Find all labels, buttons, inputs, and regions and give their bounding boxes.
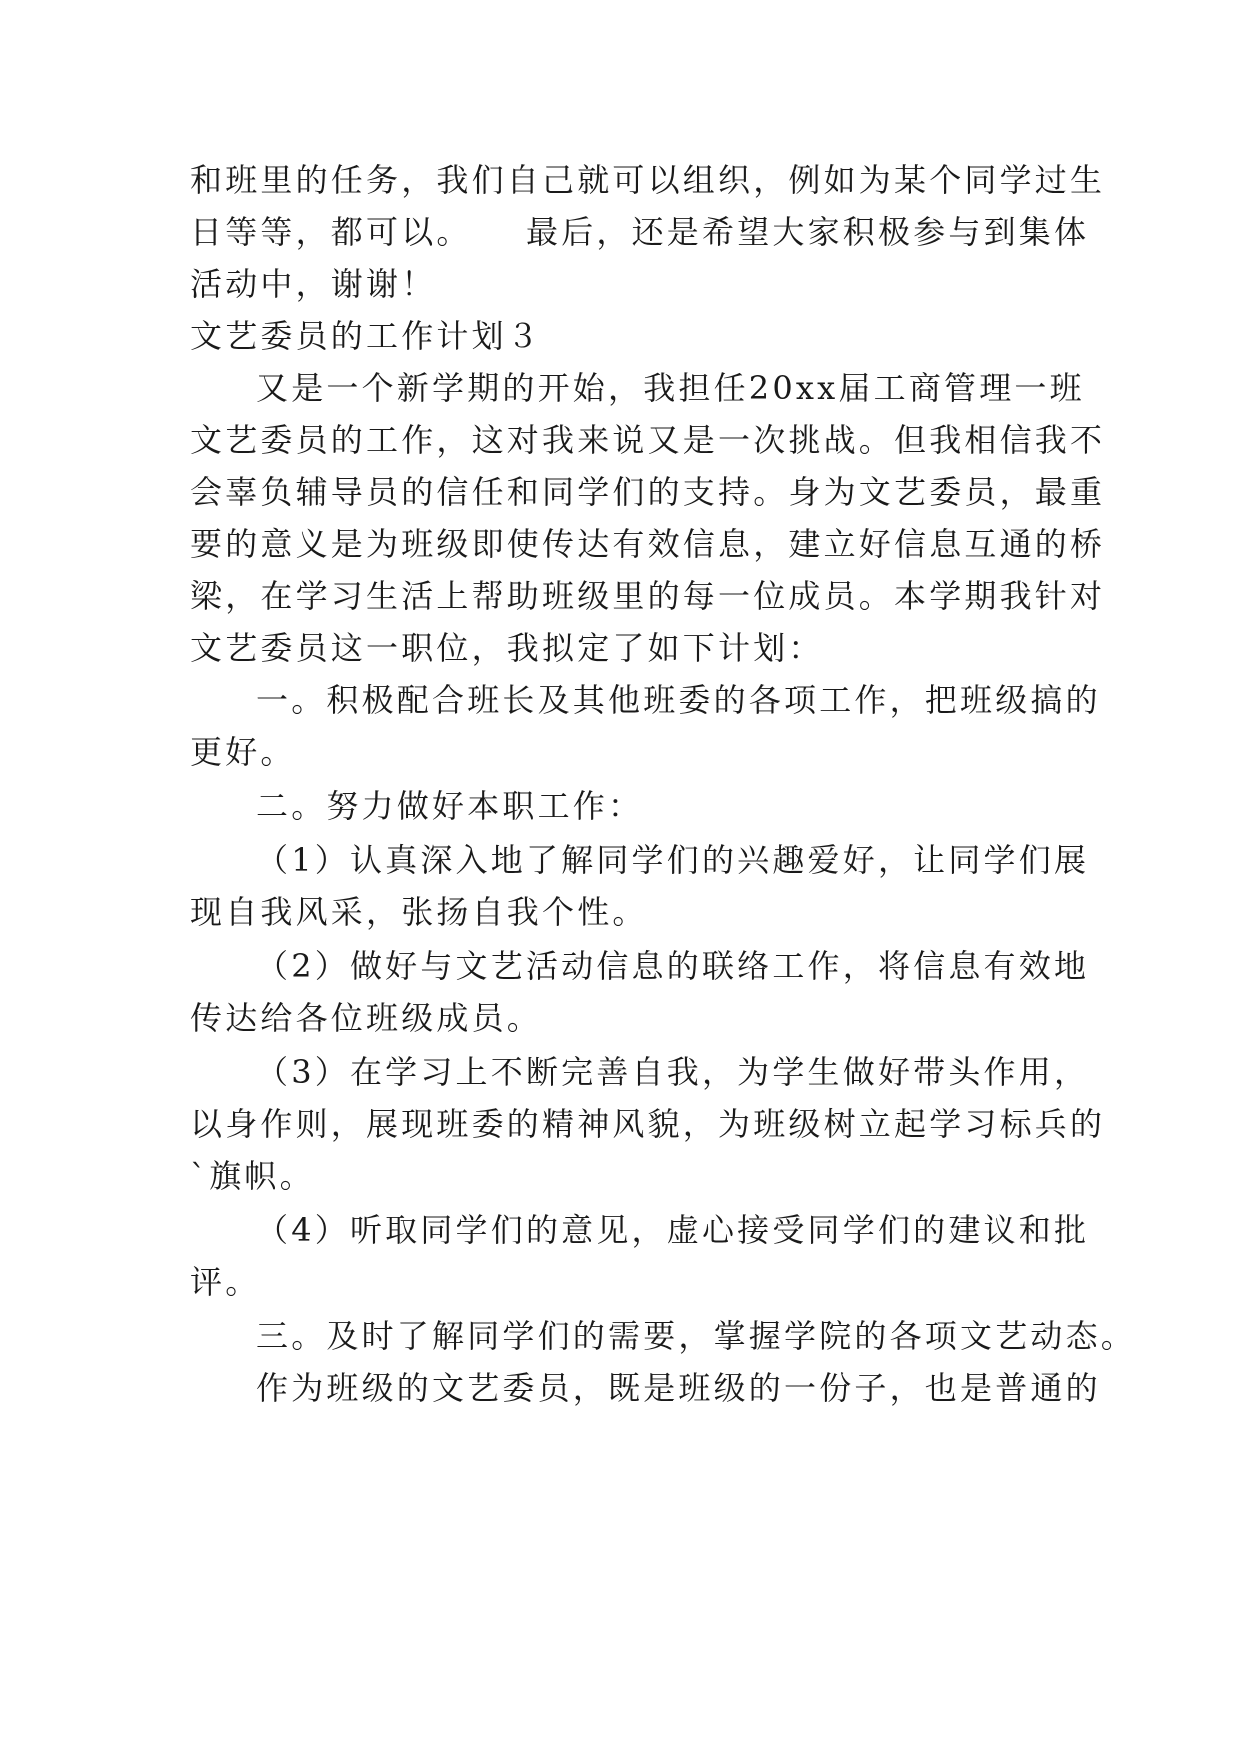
list-item-line: 一。积极配合班长及其他班委的各项工作，把班级搞的 (256, 681, 1101, 719)
paragraph-line: 文艺委员的工作，这对我来说又是一次挑战。但我相信我不 (190, 421, 1106, 459)
paragraph-line: 文艺委员这一职位，我拟定了如下计划： (190, 629, 824, 667)
paragraph-line: 会辜负辅导员的信任和同学们的支持。身为文艺委员，最重 (190, 473, 1106, 511)
list-item-line: 二。努力做好本职工作： (256, 787, 644, 825)
paragraph-line: 活动中，谢谢！ (190, 265, 437, 303)
sub-item-line: （3）在学习上不断完善自我，为学生做好带头作用， (256, 1053, 1090, 1091)
paragraph-line: 日等等，都可以。 最后，还是希望大家积极参与到集体 (190, 213, 1090, 251)
sub-item-line: `旗帜。 (190, 1157, 315, 1195)
document-page (190, 160, 1137, 1640)
paragraph-line: 梁，在学习生活上帮助班级里的每一位成员。本学期我针对 (190, 577, 1106, 615)
sub-item-line: 评。 (190, 1263, 261, 1301)
sub-item-line: 现自我风采，张扬自我个性。 (190, 893, 648, 931)
sub-item-line: （1）认真深入地了解同学们的兴趣爱好，让同学们展 (256, 841, 1090, 879)
sub-item-line: 以身作则，展现班委的精神风貌，为班级树立起学习标兵的 (190, 1105, 1106, 1143)
list-item-line: 更好。 (190, 733, 296, 771)
paragraph-line: 作为班级的文艺委员，既是班级的一份子，也是普通的 (256, 1369, 1101, 1407)
sub-item-line: 传达给各位班级成员。 (190, 999, 543, 1037)
list-item-line: 三。及时了解同学们的需要，掌握学院的各项文艺动态。 (256, 1317, 1137, 1355)
section-heading: 文艺委员的工作计划３ (190, 317, 543, 355)
paragraph-line: 要的意义是为班级即使传达有效信息，建立好信息互通的桥 (190, 525, 1106, 563)
paragraph-line: 和班里的任务，我们自己就可以组织，例如为某个同学过生 (190, 161, 1106, 199)
paragraph-line: 又是一个新学期的开始，我担任20xx届工商管理一班 (256, 369, 1085, 407)
sub-item-line: （4）听取同学们的意见，虚心接受同学们的建议和批 (256, 1211, 1090, 1249)
sub-item-line: （2）做好与文艺活动信息的联络工作，将信息有效地 (256, 947, 1090, 985)
